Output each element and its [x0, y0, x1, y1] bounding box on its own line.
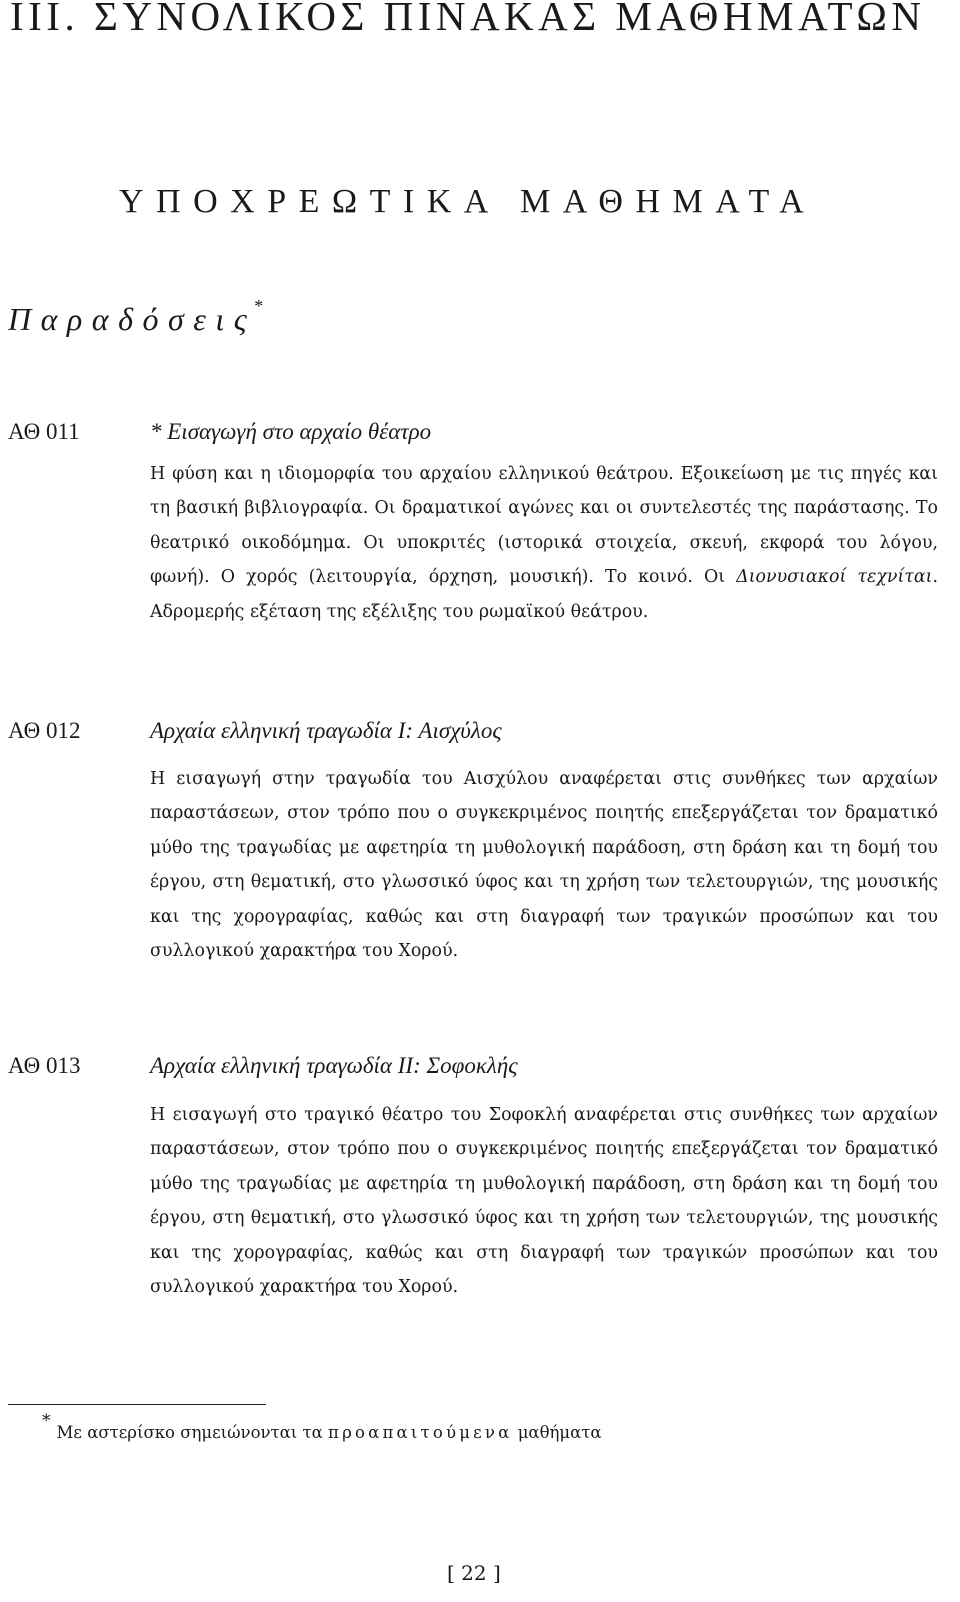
- course-code: ΑΘ 011: [8, 419, 80, 444]
- subsection-title-text: Παραδόσεις: [8, 301, 257, 337]
- course-description: Η εισαγωγή στην τραγωδία του Αισχύλου αναφέρεται στις συνθήκες των αρχαίων παραστάσεων, στον τρόπο που ο συγκεκριμένος ποιητής επεξεργάζεται τον δραματικό μύθο της τραγωδίας με αφετηρία τη μυθολογική παράδοση, στη δράση και τη δομή του έργου, στη θεματική, στο γλωσσικό ύφος και τη χρήση των τελετουργιών, της μουσικής και της χορογραφίας, καθώς και στη διαγραφή των τραγικών προσώπων και του συλλογικού χαρακτήρα του Χορού.: [150, 769, 938, 962]
- course-description-text: Η φύση και η ιδιομορφία του αρχαίου ελληνικού θεάτρου. Εξοικείωση με τις πηγές και τη βασική βιβλιογραφία. Οι δραματικοί αγώνες και οι συντελεστές της παράστασης. Το θεατρικό οικοδόμημα. Οι υποκριτές (ιστορικά στοιχεία, σκευή, εκφορά του λόγου, φωνή). Ο χορός (λειτουργία, όρχηση, μουσική). Το κοινό. Οι: [150, 464, 938, 588]
- course-description-text-end: . Αδρομερής εξέταση της εξέλιξης του ρωμαϊκού θεάτρου.: [150, 567, 938, 622]
- footnote-divider: [8, 1404, 266, 1405]
- footnote-reference-marker: *: [254, 296, 264, 316]
- course-title: * Εισαγωγή στο αρχαίο θέατρο: [150, 419, 432, 444]
- course-description-emphasis: Διονυσιακοί τεχνίται: [736, 567, 933, 588]
- course-title: Αρχαία ελληνική τραγωδία Ι: Αισχύλος: [150, 718, 502, 743]
- page-number: [ 22 ]: [447, 1561, 501, 1585]
- footnote-marker: *: [42, 1411, 51, 1431]
- course-description: [150, 457, 938, 629]
- section-title: ΥΠΟΧΡΕΩΤΙΚΑ ΜΑΘΗΜΑΤΑ: [119, 183, 817, 220]
- footnote-emphasis: προαπαιτούμενα: [328, 1423, 513, 1442]
- course-code: ΑΘ 012: [8, 718, 81, 743]
- footnote: [42, 1411, 602, 1448]
- chapter-title: III. ΣΥΝΟΛΙΚΟΣ ΠΙΝΑΚΑΣ ΜΑΘΗΜΑΤΩΝ: [10, 0, 926, 39]
- course-description: Η εισαγωγή στο τραγικό θέατρο του Σοφοκλή αναφέρεται στις συνθήκες των αρχαίων παραστάσεων, στον τρόπο που ο συγκεκριμένος ποιητής επεξεργάζεται τον δραματικό μύθο της τραγωδίας με αφετηρία τη μυθολογική παράδοση, στη δράση και τη δομή του έργου, στη θεματική, στο γλωσσικό ύφος και τη χρήση των τελετουργιών, της μουσικής και της χορογραφίας, καθώς και στη διαγραφή των τραγικών προσώπων και του συλλογικού χαρακτήρα του Χορού.: [150, 1105, 938, 1298]
- subsection-title: [8, 297, 263, 335]
- course-code: ΑΘ 013: [8, 1053, 81, 1078]
- course-title: Αρχαία ελληνική τραγωδία ΙΙ: Σοφοκλής: [150, 1053, 518, 1078]
- footnote-text-end: μαθήματα: [512, 1423, 602, 1442]
- footnote-text: Με αστερίσκο σημειώνονται τα: [56, 1423, 329, 1442]
